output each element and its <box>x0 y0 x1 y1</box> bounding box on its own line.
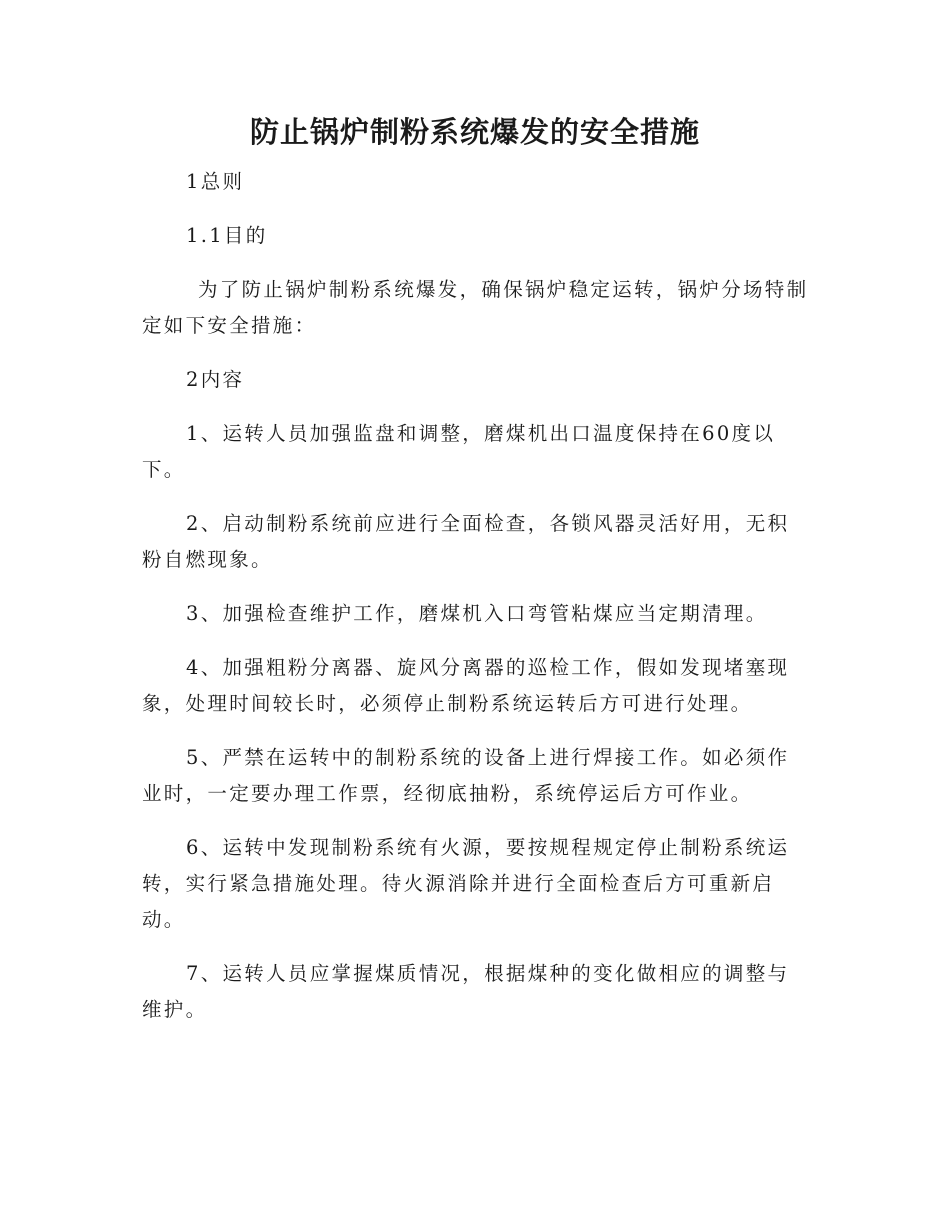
measure-item-5: 5、严禁在运转中的制粉系统的设备上进行焊接工作。如必须作业时，一定要办理工作票，经彻底抽粉，系统停运后方可作业。 <box>142 746 790 805</box>
document-body <box>142 164 810 1046</box>
measure-item-6: 6、运转中发现制粉系统有火源，要按规程规定停止制粉系统运转，实行紧急措施处理。待火源消除并进行全面检查后方可重新启动。 <box>142 836 790 931</box>
measure-item-1: 1、运转人员加强监盘和调整，磨煤机出口温度保持在60度以下。 <box>142 422 776 481</box>
purpose-paragraph: 为了防止锅炉制粉系统爆发，确保锅炉稳定运转，锅炉分场特制定如下安全措施： <box>142 278 809 337</box>
section-heading-content: 2内容 <box>186 368 245 391</box>
measure-item-3: 3、加强检查维护工作，磨煤机入口弯管粘煤应当定期清理。 <box>186 602 768 625</box>
measure-item-7: 7、运转人员应掌握煤质情况，根据煤种的变化做相应的调整与维护。 <box>142 962 790 1021</box>
section-heading-purpose: 1.1目的 <box>186 224 268 247</box>
measure-item-2: 2、启动制粉系统前应进行全面检查，各锁风器灵活好用，无积粉自燃现象。 <box>142 512 790 571</box>
document-title: 防止锅炉制粉系统爆发的安全措施 <box>249 115 700 149</box>
measure-item-4: 4、加强粗粉分离器、旋风分离器的巡检工作，假如发现堵塞现象，处理时间较长时，必须停止制粉系统运转后方可进行处理。 <box>142 656 790 715</box>
section-heading-general: 1总则 <box>186 170 245 193</box>
